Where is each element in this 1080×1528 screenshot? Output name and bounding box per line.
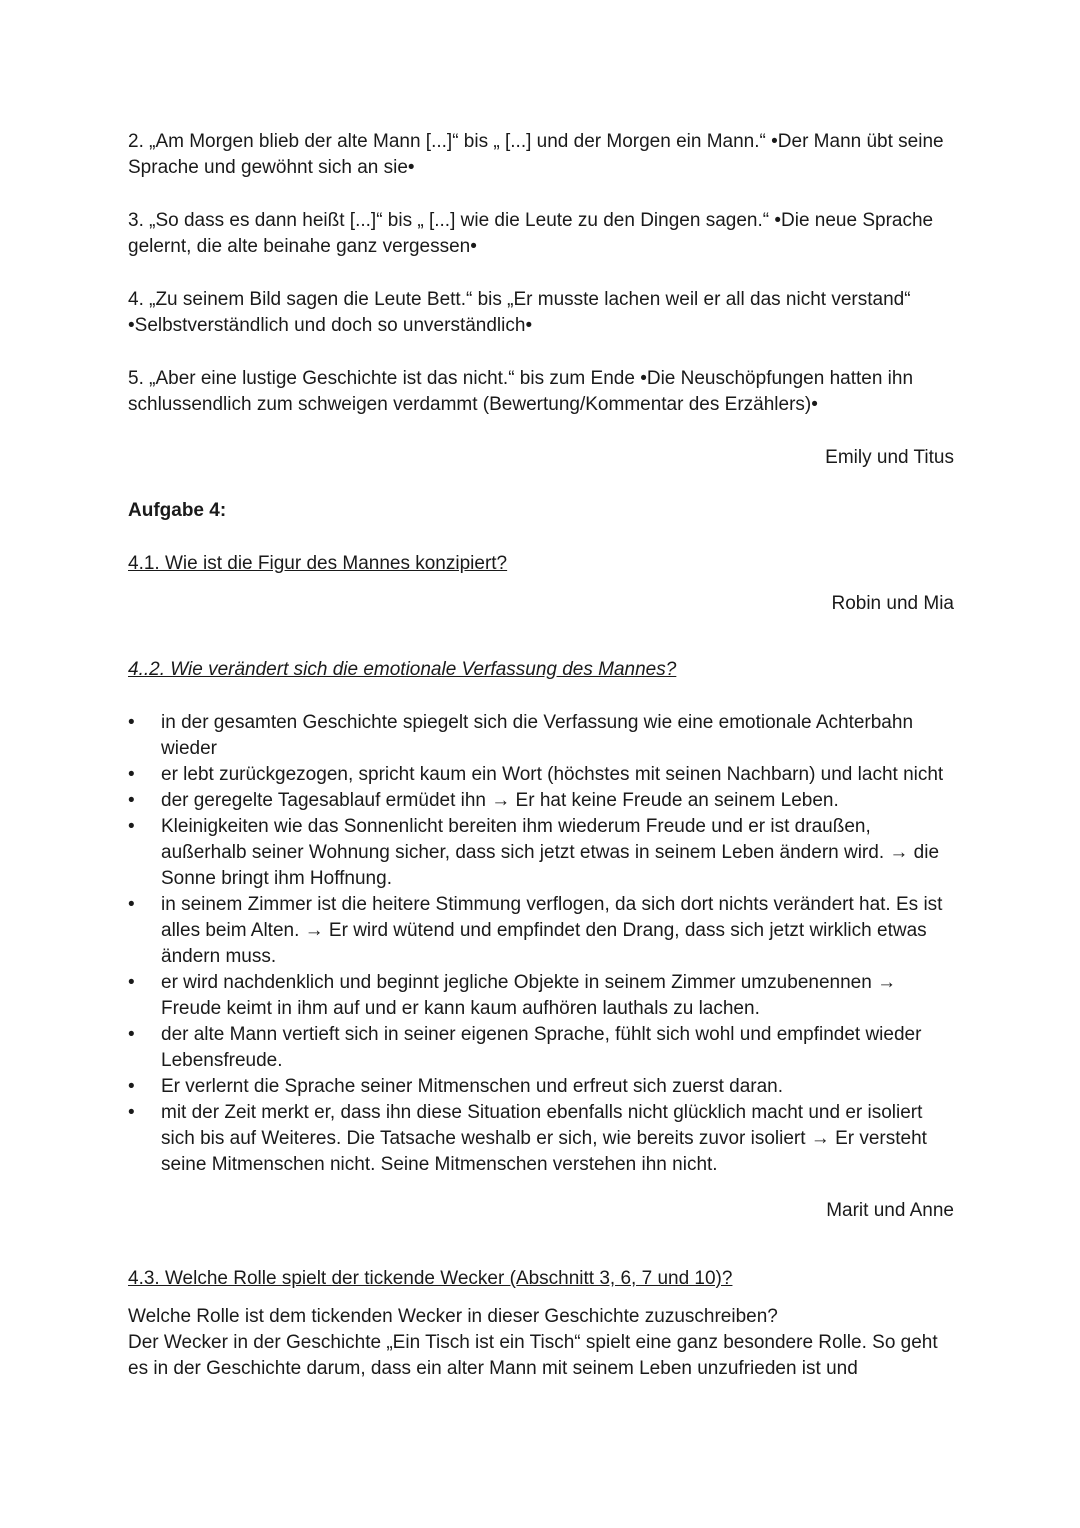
list-item: • in der gesamten Geschichte spiegelt sich die Verfassung wie eine emotionale Achterbahn wieder [128,710,954,762]
summary-paragraph-4: 4. „Zu seinem Bild sagen die Leute Bett.“ bis „Er musste lachen weil er all das nicht verstand“ •Selbstverständlich und doch so unverständlich• [128,289,911,336]
summary-paragraph-2: 2. „Am Morgen blieb der alte Mann [...]“ bis „ [...] und der Morgen ein Mann.“ •Der Mann übt seine Sprache und gewöhnt sich an sie• [128,131,944,178]
author-credit-marit-anne: Marit und Anne [826,1200,954,1221]
list-item: • der geregelte Tagesablauf ermüdet ihn → Er hat keine Freude an seinem Leben. [128,788,954,814]
emotion-bullet-list [128,710,954,1178]
author-credit-robin-mia: Robin und Mia [831,593,954,614]
question-4-3-heading: 4.3. Welche Rolle spielt der tickende Wecker (Abschnitt 3, 6, 7 und 10)? [128,1268,733,1289]
question-4-3-intro: Welche Rolle ist dem tickenden Wecker in dieser Geschichte zuzuschreiben? [128,1306,778,1327]
author-credit-emily-titus: Emily und Titus [825,447,954,468]
task-heading: Aufgabe 4: [128,500,227,521]
list-item: • er wird nachdenklich und beginnt jegliche Objekte in seinem Zimmer umzubenennen → Freude keimt in ihm auf und er kann kaum aufhören lauthals zu lachen. [128,970,954,1022]
question-4-3-answer: Der Wecker in der Geschichte „Ein Tisch ist ein Tisch“ spielt eine ganz besondere Rolle. So geht es in der Geschichte darum, dass ein alter Mann mit seinem Leben unzufrieden ist und [128,1332,938,1379]
list-item: • er lebt zurückgezogen, spricht kaum ein Wort (höchstes mit seinen Nachbarn) und lacht nicht [128,762,954,788]
question-4-2-heading: 4..2. Wie verändert sich die emotionale Verfassung des Mannes? [128,659,677,680]
summary-paragraph-3: 3. „So dass es dann heißt [...]“ bis „ [...] wie die Leute zu den Dingen sagen.“ •Die neue Sprache gelernt, die alte beinahe ganz vergessen• [128,210,934,257]
list-item: • Kleinigkeiten wie das Sonnenlicht bereiten ihm wiederum Freude und er ist draußen, außerhalb seiner Wohnung sicher, dass sich jetzt etwas in seinem Leben ändern wird. → die Sonne bringt ihm Hoffnung. [128,814,954,892]
list-item: • mit der Zeit merkt er, dass ihn diese Situation ebenfalls nicht glücklich macht und er isoliert sich bis auf Weiteres. Die Tatsache weshalb er sich, wie bereits zuvor isoliert → Er versteht seine Mitmenschen nicht. Seine Mitmenschen verstehen ihn nicht. [128,1100,954,1178]
list-item: • der alte Mann vertieft sich in seiner eigenen Sprache, fühlt sich wohl und empfindet wieder Lebensfreude. [128,1022,954,1074]
document-page [128,129,954,1382]
list-item: • in seinem Zimmer ist die heitere Stimmung verflogen, da sich dort nichts verändert hat. Es ist alles beim Alten. → Er wird wütend und empfindet den Drang, dass sich jetzt wirklich etwas ändern muss. [128,892,954,970]
list-item: • Er verlernt die Sprache seiner Mitmenschen und erfreut sich zuerst daran. [128,1074,954,1100]
question-4-1-heading: 4.1. Wie ist die Figur des Mannes konzipiert? [128,553,508,574]
summary-paragraph-5: 5. „Aber eine lustige Geschichte ist das nicht.“ bis zum Ende •Die Neuschöpfungen hatten ihn schlussendlich zum schweigen verdammt (Bewertung/Kommentar des Erzählers)• [128,368,914,415]
